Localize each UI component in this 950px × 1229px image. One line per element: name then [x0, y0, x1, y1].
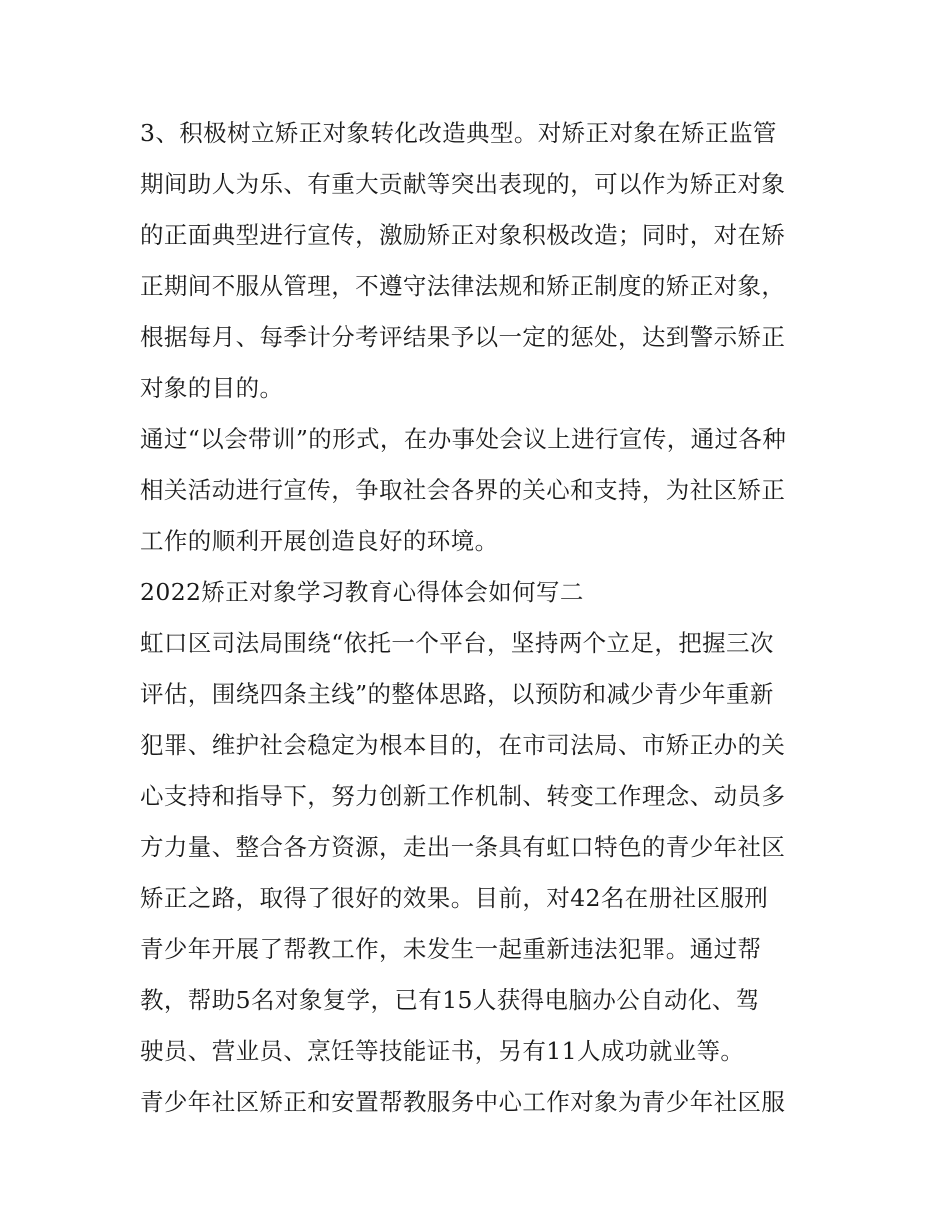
text-line: 相关活动进行宣传，争取社会各界的关心和支持，为社区矫正: [140, 476, 786, 504]
text-line: 青少年社区矫正和安置帮教服务中心工作对象为青少年社区服: [140, 1088, 786, 1116]
text-line: 虹口区司法局围绕“依托一个平台，坚持两个立足，把握三次: [140, 629, 774, 657]
section-heading: 2022矫正对象学习教育心得体会如何写二: [140, 578, 584, 606]
text-line: 正期间不服从管理，不遵守法律法规和矫正制度的矫正对象，: [140, 272, 786, 300]
text-line: 方力量、整合各方资源，走出一条具有虹口特色的青少年社区: [140, 833, 786, 861]
text-line: 工作的顺利开展创造良好的环境。: [140, 527, 499, 555]
text-line: 驶员、营业员、烹饪等技能证书，另有11人成功就业等。: [140, 1037, 745, 1065]
text-line: 犯罪、维护社会稳定为根本目的，在市司法局、市矫正办的关: [140, 731, 786, 759]
text-line: 青少年开展了帮教工作，未发生一起重新违法犯罪。通过帮: [140, 935, 762, 963]
text-line: 对象的目的。: [140, 374, 284, 402]
text-line: 心支持和指导下，努力创新工作机制、转变工作理念、动员多: [140, 782, 786, 810]
text-line: 矫正之路，取得了很好的效果。目前，对42名在册社区服刑: [140, 884, 769, 912]
text-line: 的正面典型进行宣传，激励矫正对象积极改造；同时，对在矫: [140, 221, 786, 249]
text-line: 通过“以会带训”的形式，在办事处会议上进行宣传，通过各种: [140, 425, 787, 453]
text-line: 期间助人为乐、有重大贡献等突出表现的，可以作为矫正对象: [140, 170, 786, 198]
text-line: 教，帮助5名对象复学，已有15人获得电脑办公自动化、驾: [140, 986, 760, 1014]
text-line: 根据每月、每季计分考评结果予以一定的惩处，达到警示矫正: [140, 323, 786, 351]
text-line: 评估，围绕四条主线”的整体思路，以预防和减少青少年重新: [140, 680, 774, 708]
document-body: [140, 108, 820, 1128]
text-line: 3、积极树立矫正对象转化改造典型。对矫正对象在矫正监管: [140, 119, 777, 147]
